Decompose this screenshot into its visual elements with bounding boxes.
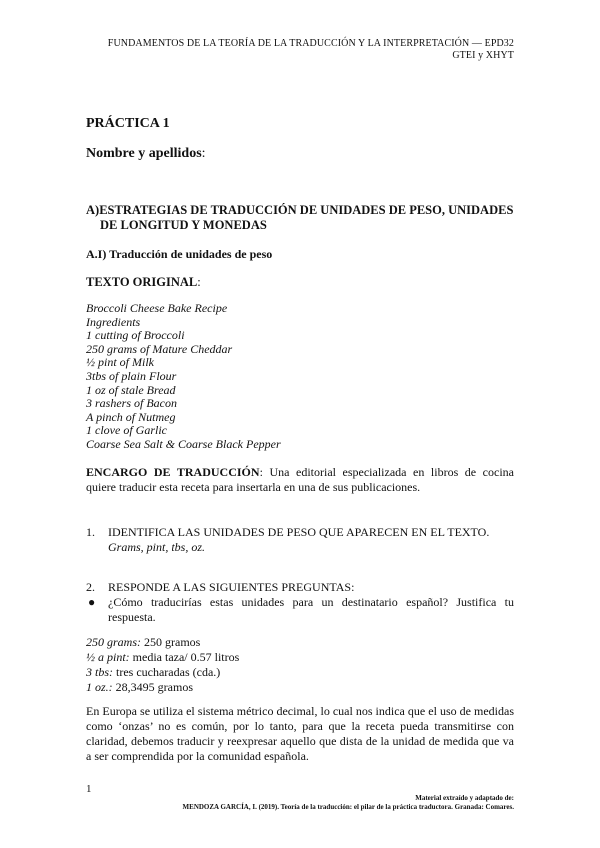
recipe-line: ½ pint of Milk xyxy=(86,355,154,370)
answer-value: 250 gramos xyxy=(141,635,201,649)
question-number: 1. xyxy=(86,525,95,539)
practice-title: PRÁCTICA 1 xyxy=(86,116,170,131)
recipe-line: Coarse Sea Salt & Coarse Black Pepper xyxy=(86,436,281,451)
answer-line xyxy=(86,635,514,650)
recipe-line: 1 clove of Garlic xyxy=(86,423,167,438)
answer-value: tres cucharadas (cda.) xyxy=(113,665,221,679)
answer-unit: ½ a pint: xyxy=(86,650,130,664)
recipe-line: Ingredients xyxy=(86,314,141,329)
answer-unit: 1 oz.: xyxy=(86,680,113,694)
recipe-line: Broccoli Cheese Bake Recipe xyxy=(86,301,228,315)
recipe-text xyxy=(86,302,514,452)
question-2 xyxy=(86,580,514,595)
translation-brief xyxy=(86,465,514,495)
recipe-line: 1 oz of stale Bread xyxy=(86,382,176,397)
question-1 xyxy=(86,525,514,555)
header-course-title: FUNDAMENTOS DE LA TEORÍA DE LA TRADUCCIÓN Y LA INTERPRETACIÓN — EPD32 xyxy=(107,38,514,49)
page-footer xyxy=(94,794,514,812)
subsection-heading: A.I) Traducción de unidades de peso xyxy=(86,247,273,261)
question-bullet xyxy=(86,595,514,625)
page-header xyxy=(94,38,514,62)
page-number: 1 xyxy=(86,783,92,795)
question-text: IDENTIFICA LAS UNIDADES DE PESO QUE APARECEN EN EL TEXTO. xyxy=(108,525,490,539)
answer-value: media taza/ 0.57 litros xyxy=(129,650,240,664)
name-label: Nombre y apellidos xyxy=(86,146,202,161)
recipe-line: 3 rashers of Bacon xyxy=(86,396,177,411)
justification-paragraph: En Europa se utiliza el sistema métrico decimal, lo cual nos indica que el uso de medidas como ‘onzas’ no es común, por lo tanto, para que la receta pueda transmitirse con claridad, debemos traducir y reexpresar aquello que dista de la unidad de medida que va a ser comprendida por la comunidad española. xyxy=(86,704,514,763)
answer-unit: 250 grams: xyxy=(86,635,142,649)
name-colon: : xyxy=(201,146,206,161)
bullet-text: ¿Cómo traducirías estas unidades para un destinatario español? Justifica tu respuesta. xyxy=(108,595,514,624)
section-heading: A)ESTRATEGIAS DE TRADUCCIÓN DE UNIDADES DE PESO, UNIDADES DE LONGITUD Y MONEDAS xyxy=(86,203,514,232)
question-text: RESPONDE A LAS SIGUIENTES PREGUNTAS: xyxy=(108,580,355,594)
answer-line xyxy=(86,680,514,695)
answer-value: 28,3495 gramos xyxy=(112,680,193,694)
footer-source-label: Material extraído y adaptado de: xyxy=(415,794,514,802)
recipe-line: 1 cutting of Broccoli xyxy=(86,328,185,343)
header-group: GTEI y XHYT xyxy=(452,50,514,61)
answer-unit: 3 tbs: xyxy=(86,665,113,679)
question-answer: Grams, pint, tbs, oz. xyxy=(108,540,206,554)
answer-line xyxy=(86,650,514,665)
unit-answers xyxy=(86,635,514,695)
recipe-line: 3tbs of plain Flour xyxy=(86,368,177,383)
original-label: TEXTO ORIGINAL xyxy=(86,275,198,289)
recipe-line: A pinch of Nutmeg xyxy=(86,409,176,424)
answer-line xyxy=(86,665,514,680)
footer-citation: MENDOZA GARCÍA, I. (2019). Teoría de la traducción: el pilar de la práctica traductora. Granada: Comares. xyxy=(182,803,514,811)
brief-label: ENCARGO DE TRADUCCIÓN xyxy=(86,465,260,479)
original-text-heading xyxy=(86,275,514,290)
question-number: 2. xyxy=(86,580,95,594)
bullet-icon: ● xyxy=(88,595,96,609)
name-line xyxy=(86,146,514,162)
recipe-line: 250 grams of Mature Cheddar xyxy=(86,341,233,356)
original-colon: : xyxy=(197,275,201,289)
brief-text: : Una editorial especializada en libros de cocina quiere traducir esta receta para insertarla en una de sus publicaciones. xyxy=(86,465,514,494)
